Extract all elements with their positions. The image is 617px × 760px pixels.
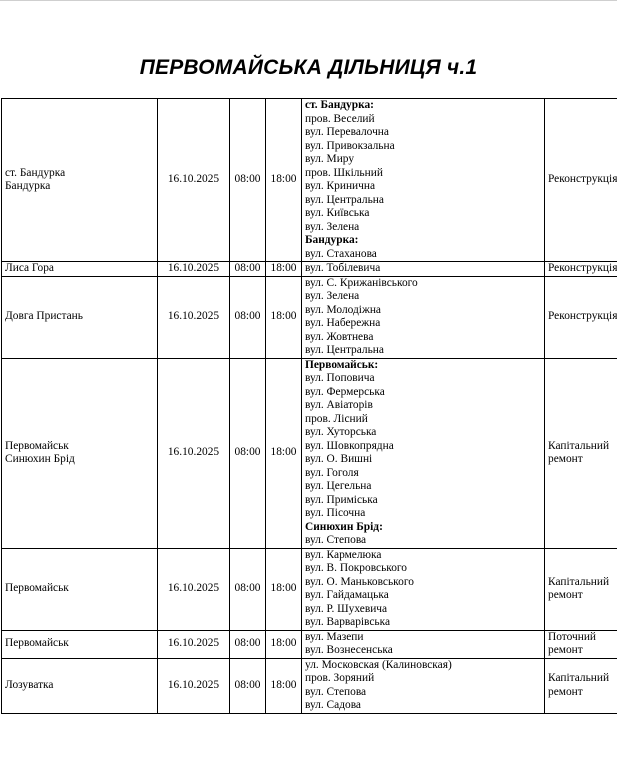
date-cell: 16.10.2025 [158,658,230,713]
location-name: Лиса Гора [5,262,54,274]
location-name: Первомайськ [5,582,69,595]
streets-cell [302,99,545,262]
work-type: Капітальний [548,672,610,684]
location-cell [2,658,158,713]
date-cell: 16.10.2025 [158,358,230,548]
work-type-cell [545,358,617,548]
outage-schedule-table [1,98,617,714]
location-cell [2,548,158,630]
street-name: вул. Приміська [305,493,378,506]
work-type: ремонт [548,644,583,656]
street-name: вул. С. Крижанівського [305,276,418,289]
street-name: ул. Московская (Калиновская) [305,658,452,671]
streets-cell [302,358,545,548]
location-name: Первомайськ [5,439,69,452]
location-cell [2,99,158,262]
street-name: вул. О. Маньковського [305,575,414,588]
location-name: Первомайськ [5,637,69,650]
street-name: пров. Шкільний [305,166,383,179]
settlement-heading: Бандурка: [305,234,359,246]
page-title: ПЕРВОМАЙСЬКА ДІЛЬНИЦЯ ч.1 [139,56,478,79]
date-cell: 16.10.2025 [158,630,230,658]
location-name: Лозуватка [5,678,54,691]
street-name: вул. Авіаторів [305,399,373,411]
end-time-cell: 18:00 [266,262,302,277]
work-type-cell [545,276,617,358]
streets-cell [302,276,545,358]
date-cell: 16.10.2025 [158,276,230,358]
location-cell [2,276,158,358]
work-type: ремонт [548,685,583,698]
start-time-cell: 08:00 [230,548,266,630]
streets-cell [302,658,545,713]
location-name: Бандурка [5,180,51,192]
work-type: Капітальний [548,439,610,452]
location-cell [2,262,158,277]
table-row [2,358,617,548]
street-name: вул. Привокзальна [305,139,395,152]
work-type: Капітальний [548,575,610,588]
table-row [2,548,617,630]
street-name: вул. Мазепи [305,630,364,643]
end-time-cell: 18:00 [266,658,302,713]
work-type: ремонт [548,589,583,601]
street-name: вул. Миру [305,153,355,165]
street-name: вул. Поповича [305,372,375,384]
date-cell: 16.10.2025 [158,548,230,630]
street-name: вул. Зелена [305,220,360,233]
street-name: вул. Перевалочна [305,126,389,138]
start-time-cell: 08:00 [230,630,266,658]
location-name: Синюхин Брід [5,453,75,465]
settlement-heading: Первомайськ: [305,358,379,371]
location-name: Довга Пристань [5,310,83,323]
street-name: вул. Центральна [305,193,384,206]
start-time-cell: 08:00 [230,658,266,713]
table-row [2,630,617,658]
location-name: ст. Бандурка [5,166,66,179]
table-row [2,276,617,358]
work-type: Реконструкція [548,173,617,186]
table-row [2,262,617,277]
street-name: вул. Степова [305,685,367,698]
work-type-cell [545,548,617,630]
work-type: Реконструкція [548,262,617,274]
start-time-cell: 08:00 [230,358,266,548]
end-time-cell: 18:00 [266,358,302,548]
street-name: вул. Пісочна [305,507,366,519]
top-divider [0,0,617,1]
work-type-cell [545,658,617,713]
location-cell [2,358,158,548]
street-name: вул. Набережна [305,317,381,329]
street-name: вул. Р. Шухевича [305,602,388,615]
street-name: вул. Шовкопрядна [305,439,394,452]
settlement-heading: ст. Бандурка: [305,99,374,111]
street-name: вул. Зелена [305,290,360,302]
street-name: вул. Київська [305,207,370,219]
start-time-cell: 08:00 [230,262,266,277]
streets-cell [302,630,545,658]
street-name: пров. Лісний [305,412,368,425]
street-name: пров. Зоряний [305,672,375,684]
start-time-cell: 08:00 [230,276,266,358]
street-name: вул. Садова [305,699,361,711]
streets-cell [302,548,545,630]
location-cell [2,630,158,658]
work-type: Поточний [548,630,597,643]
street-name: вул. Гайдамацька [305,589,389,601]
work-type-cell [545,630,617,658]
end-time-cell: 18:00 [266,548,302,630]
table-row [2,99,617,262]
streets-cell [302,262,545,277]
work-type-cell [545,262,617,277]
work-type: Реконструкція [548,310,617,323]
street-name: вул. О. Вишні [305,453,373,465]
street-name: вул. Кринична [305,180,376,192]
street-name: вул. Стаханова [305,247,377,260]
street-name: вул. Степова [305,534,367,546]
street-name: вул. Гоголя [305,466,359,479]
end-time-cell: 18:00 [266,99,302,262]
settlement-heading: Синюхин Брід: [305,520,383,533]
street-name: вул. Фермерська [305,385,385,398]
street-name: вул. Тобілевича [305,262,381,274]
end-time-cell: 18:00 [266,630,302,658]
date-cell: 16.10.2025 [158,262,230,277]
street-name: вул. Кармелюка [305,548,382,561]
street-name: вул. В. Покровського [305,562,407,574]
street-name: вул. Цегельна [305,480,372,492]
date-cell: 16.10.2025 [158,99,230,262]
street-name: вул. Центральна [305,344,384,356]
street-name: вул. Варварівська [305,616,391,628]
table-row [2,658,617,713]
street-name: пров. Веселий [305,112,375,125]
work-type: ремонт [548,453,583,465]
work-type-cell [545,99,617,262]
start-time-cell: 08:00 [230,99,266,262]
end-time-cell: 18:00 [266,276,302,358]
street-name: вул. Хуторська [305,426,377,438]
street-name: вул. Молодіжна [305,303,381,316]
street-name: вул. Вознесенська [305,644,393,656]
street-name: вул. Жовтнева [305,330,374,343]
